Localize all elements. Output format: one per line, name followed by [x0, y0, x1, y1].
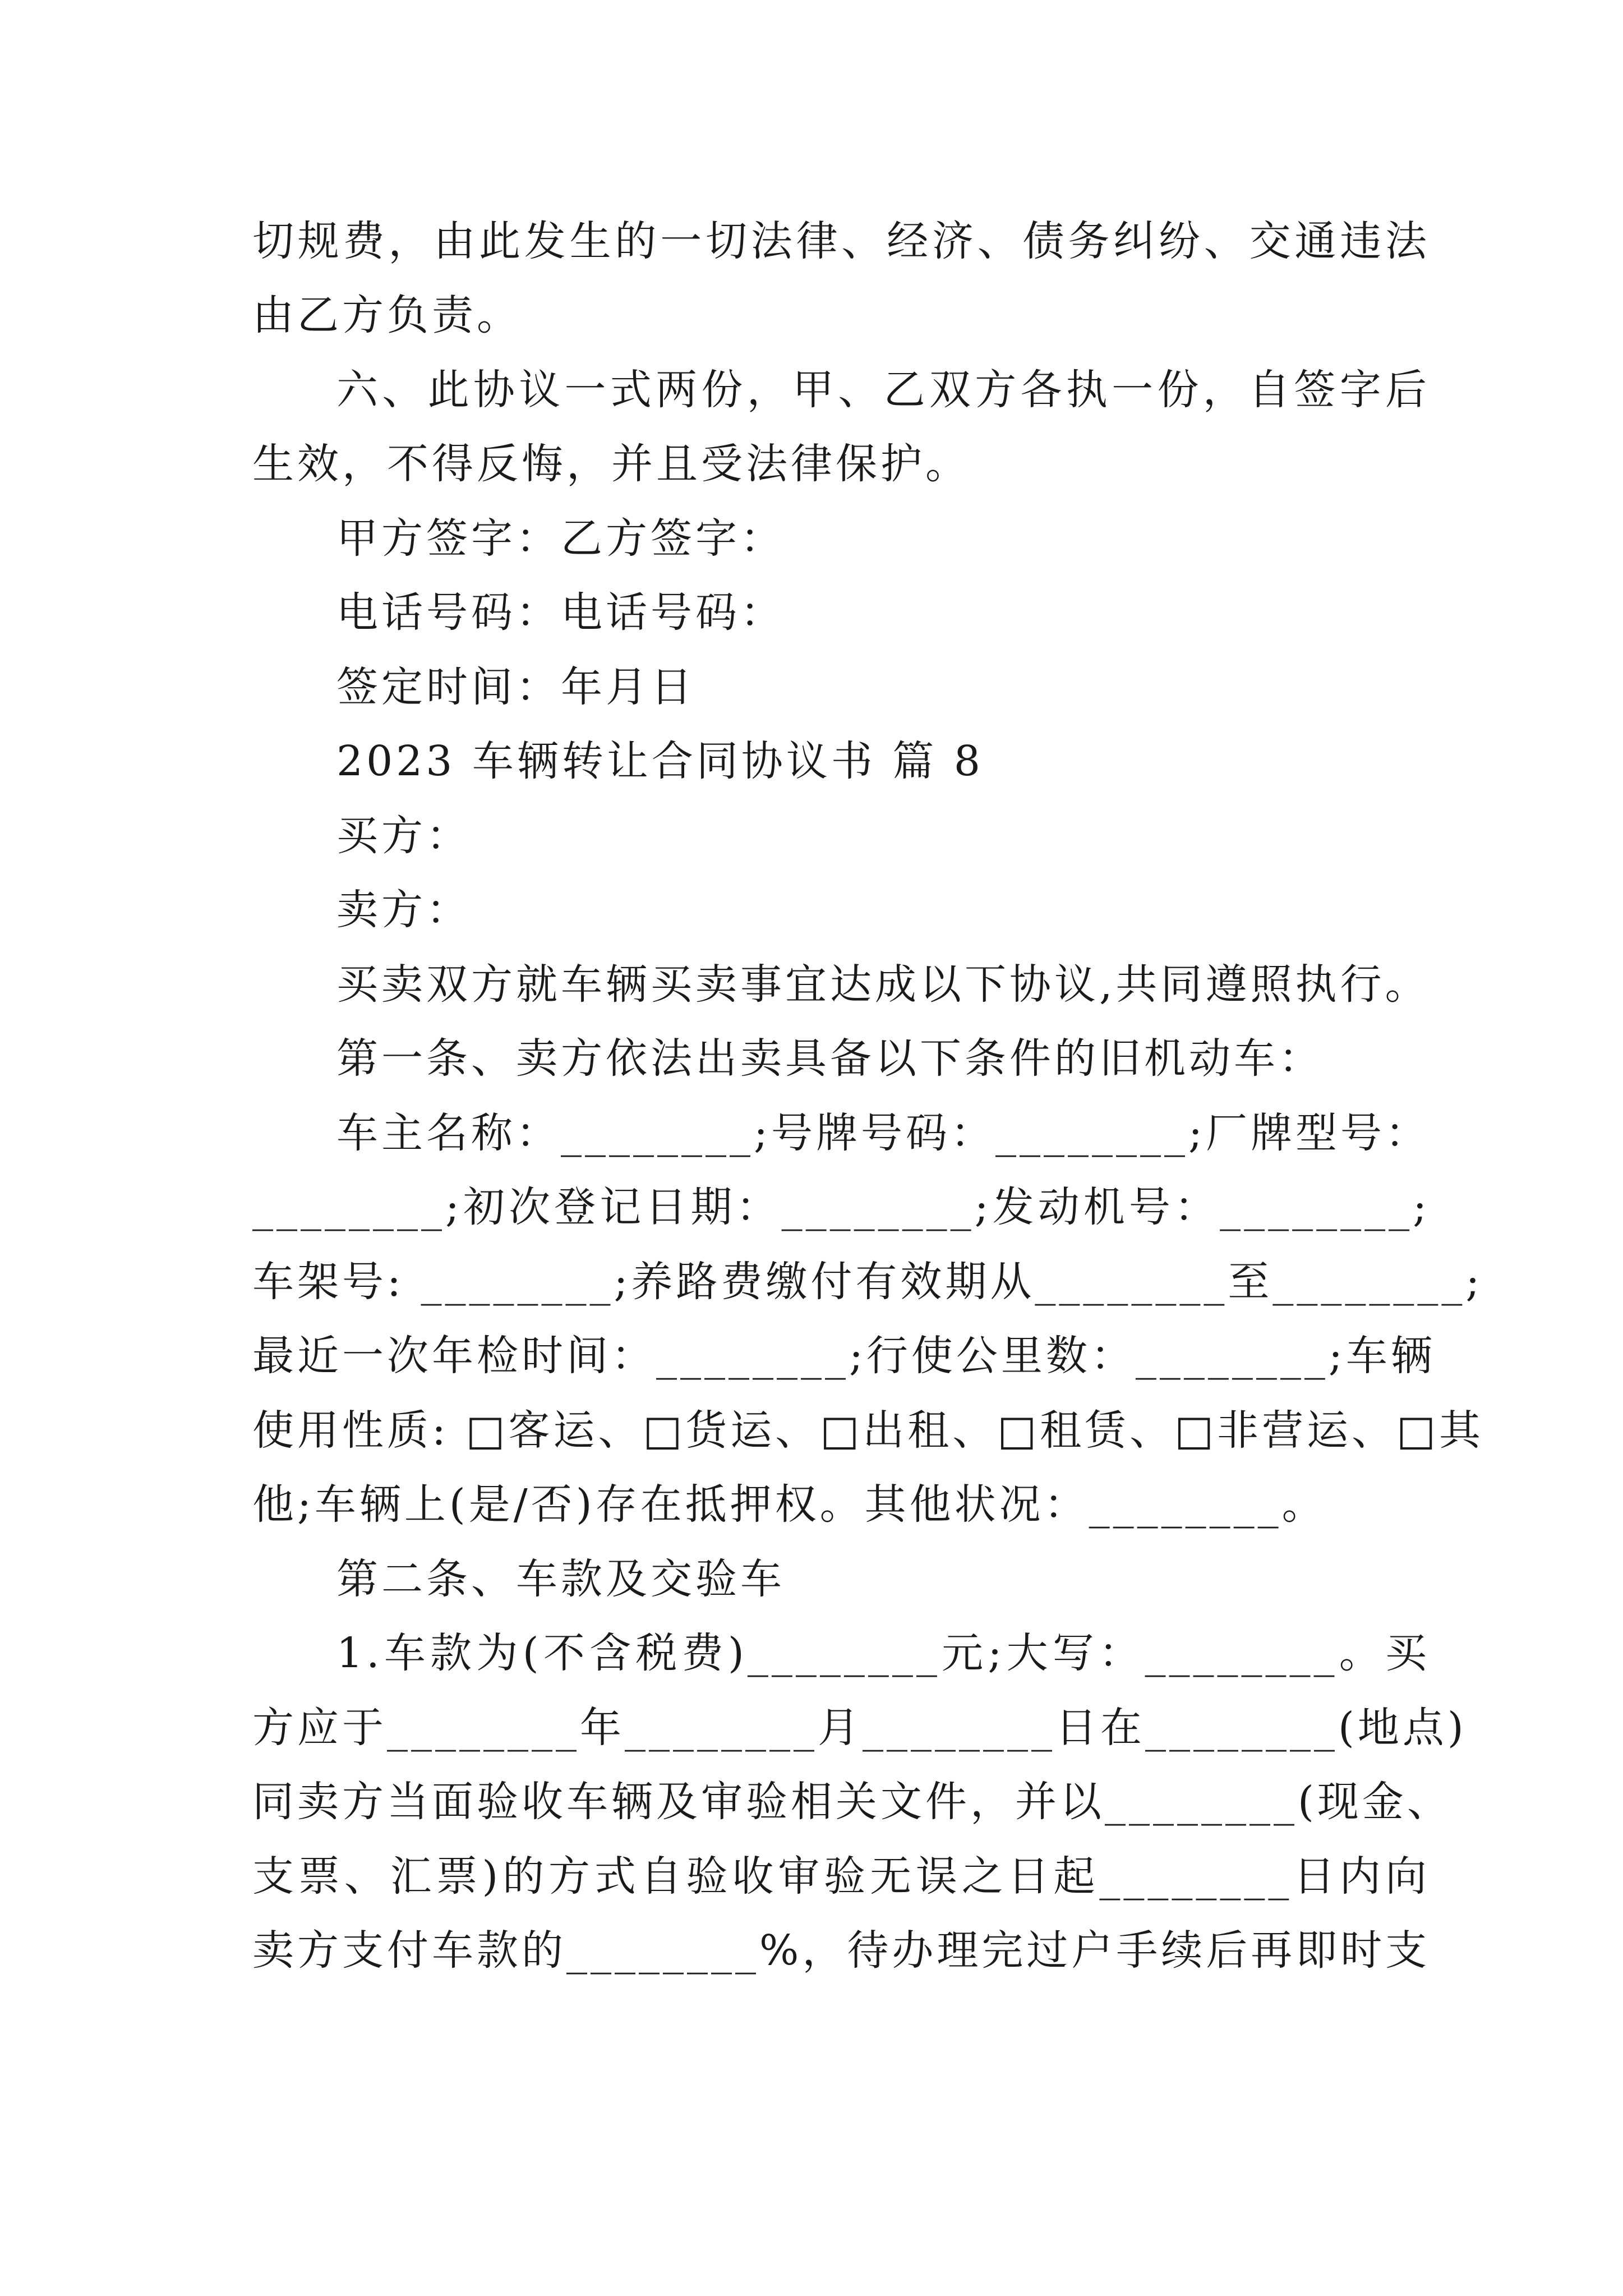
text-line-20: 1.车款为(不含税费)________元;大写：________。买 [336, 1629, 1430, 1677]
article-2-heading: 第二条、车款及交验车 [336, 1555, 785, 1603]
text-line-4: 生效，不得反悔，并且受法律保护。 [252, 440, 970, 488]
text-line-17: 使用性质: □客运、□货运、□出租、□租赁、□非营运、□其 [252, 1406, 1484, 1455]
section-title: 2023 车辆转让合同协议书 篇 8 [336, 737, 984, 785]
text-line-18: 他;车辆上(是/否)存在抵押权。其他状况：________。 [252, 1480, 1327, 1529]
text-line-23: 支票、汇票)的方式自验收审验无误之日起________日内向 [252, 1852, 1430, 1901]
phone-line: 电话号码：电话号码： [336, 588, 785, 637]
text-line-16: 最近一次年检时间：________;行使公里数：________;车辆 [252, 1332, 1436, 1380]
signature-line: 甲方签字：乙方签字： [336, 514, 785, 563]
text-line-24: 卖方支付车款的________%，待办理完过户手续后再即时支 [252, 1926, 1431, 1975]
text-line-21: 方应于________年________月________日在________(地点) [252, 1704, 1467, 1752]
seller-line: 卖方： [336, 886, 471, 934]
article-1-heading: 第一条、卖方依法出卖具备以下条件的旧机动车： [336, 1034, 1324, 1083]
text-line-3: 六、此协议一式两份，甲、乙双方各执一份，自签字后 [336, 366, 1430, 414]
text-line-1: 切规费，由此发生的一切法律、经济、债务纠纷、交通违法 [252, 217, 1430, 265]
text-line-13: 车主名称：________;号牌号码：________;厂牌型号： [336, 1109, 1430, 1157]
text-line-11: 买卖双方就车辆买卖事宜达成以下协议,共同遵照执行。 [336, 960, 1430, 1009]
text-line-22: 同卖方当面验收车辆及审验相关文件，并以________(现金、 [252, 1778, 1452, 1826]
text-line-15: 车架号: ________;养路费缴付有效期从________至________; [252, 1258, 1483, 1306]
buyer-line: 买方： [336, 812, 471, 860]
text-line-2: 由乙方负责。 [252, 291, 522, 339]
text-line-14: ________;初次登记日期：________;发动机号：________; [252, 1183, 1430, 1231]
date-line: 签定时间：年月日 [336, 663, 695, 711]
